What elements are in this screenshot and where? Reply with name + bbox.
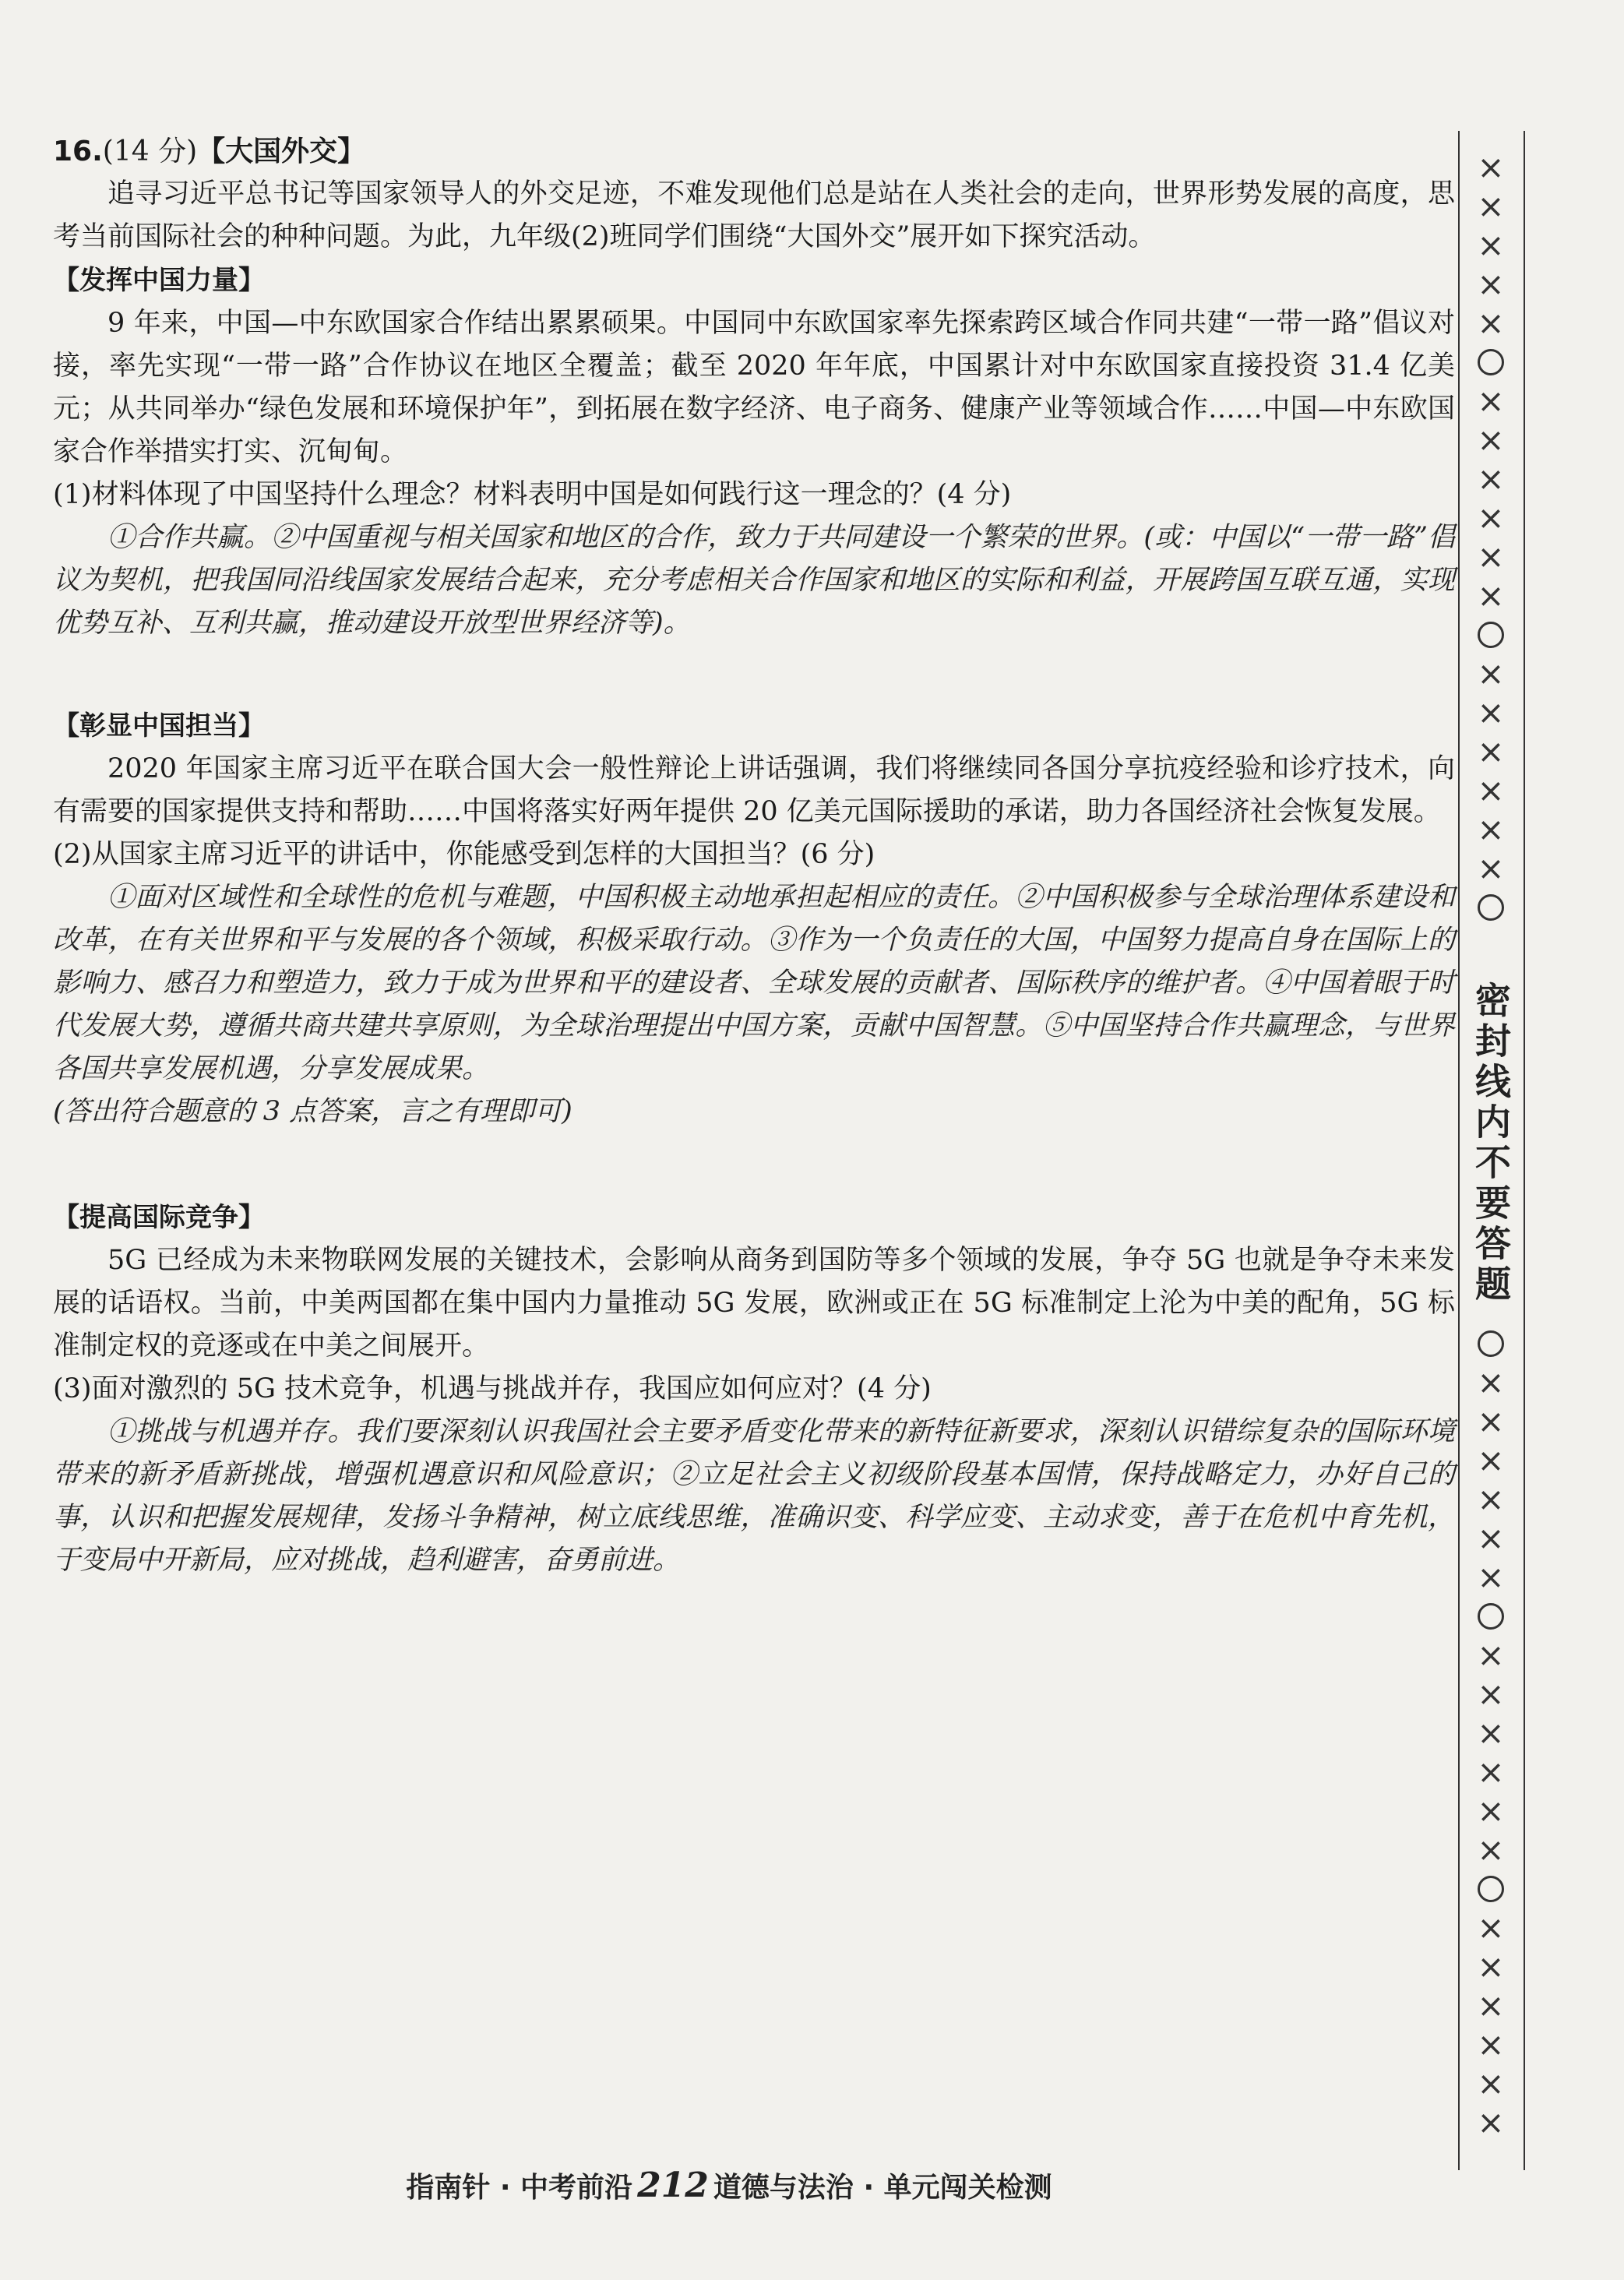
section-title-2: 【彰显中国担当】	[53, 710, 265, 742]
section-material-2: 2020 年国家主席习近平在联合国大会一般性辩论上讲话强调，我们将继续同各国分享抗疫经验和诊疗技术，向有需要的国家提供支持和帮助……中国将落实好两年提供 20 亿美元国际援助的承诺，助力各国经济社会恢复发展。	[53, 753, 1455, 827]
seal-cross-mark: ×	[1477, 460, 1505, 498]
question-score: (14 分)	[102, 136, 198, 167]
seal-marks-top	[1461, 148, 1520, 927]
circle-icon	[1478, 1603, 1504, 1630]
seal-cross-mark: ×	[1477, 2103, 1505, 2141]
section-material-3: 5G 已经成为未来物联网发展的关键技术，会影响从商务到国防等多个领域的发展，争夺 5G 也就是争夺未来发展的话语权。当前，中美两国都在集中国内力量推动 5G 发展，欧洲或正在 5G 标准制定上沦为中美的配角，5G 标准制定权的竞逐或在中美之间展开。	[53, 1245, 1455, 1362]
answer-1: ①合作共赢。②中国重视与相关国家和地区的合作，致力于共同建设一个繁荣的世界。(或：中国以“一带一路”倡议为契机，把我国同沿线国家发展结合起来，充分考虑相关合作国家和地区的实际和利益，开展跨国互联互通，实现优势互补、互利共赢，推动建设开放型世界经济等)。	[53, 522, 1455, 639]
seal-cross-mark: ×	[1477, 1402, 1505, 1440]
seal-cross-mark: ×	[1477, 1986, 1505, 2025]
seal-circle-mark	[1473, 617, 1509, 653]
seal-cross-mark: ×	[1477, 1363, 1505, 1401]
seal-cross-mark: ×	[1477, 654, 1505, 692]
section-title-1: 【发挥中国力量】	[53, 265, 265, 296]
seal-circle-mark	[1473, 1871, 1509, 1907]
seal-cross-mark: ×	[1477, 771, 1505, 809]
footer-right: 道德与法治 · 单元闯关检测	[713, 2172, 1052, 2204]
seal-cross-mark: ×	[1477, 1831, 1505, 1869]
seal-marks-bottom	[1461, 1324, 1520, 2142]
seal-cross-mark: ×	[1477, 693, 1505, 731]
seal-cross-mark: ×	[1477, 1636, 1505, 1674]
footer-left: 指南针 · 中考前沿	[406, 2172, 633, 2204]
seal-cross-mark: ×	[1477, 2025, 1505, 2063]
page-footer	[0, 2165, 1458, 2205]
seal-cross-mark: ×	[1477, 187, 1505, 225]
answer-3: ①挑战与机遇并存。我们要深刻认识我国社会主要矛盾变化带来的新特征新要求，深刻认识错综复杂的国际环境带来的新矛盾新挑战，增强机遇意识和风险意识；②立足社会主义初级阶段基本国情，保持战略定力，办好自己的事，认识和把握发展规律，发扬斗争精神，树立底线思维，准确识变、科学应变、主动求变，善于在危机中育先机，于变局中开新局，应对挑战，趋利避害，奋勇前进。	[53, 1416, 1455, 1576]
seal-text: 密封线内不要答题	[1470, 981, 1512, 1306]
seal-cross-mark: ×	[1477, 265, 1505, 303]
question-number: 16.	[53, 136, 103, 167]
circle-icon	[1478, 894, 1504, 921]
seal-cross-mark: ×	[1477, 537, 1505, 576]
seal-cross-mark: ×	[1477, 226, 1505, 264]
section-material-1: 9 年来，中国—中东欧国家合作结出累累硕果。中国同中东欧国家率先探索跨区域合作同共建“一带一路”倡议对接，率先实现“一带一路”合作协议在地区全覆盖；截至 2020 年年底，中国累计对中东欧国家直接投资 31.4 亿美元；从共同举办“绿色发展和环境保护年”，到拓展在数字经济、电子商务、健康产业等领域合作……中国—中东欧国家合作举措实打实、沉甸甸。	[53, 308, 1455, 467]
answer-2-note: (答出符合题意的 3 点答案，言之有理即可)	[53, 1096, 572, 1127]
seal-cross-mark: ×	[1477, 849, 1505, 887]
seal-cross-mark: ×	[1477, 576, 1505, 615]
seal-cross-mark: ×	[1477, 1908, 1505, 1947]
seal-cross-mark: ×	[1477, 1675, 1505, 1713]
seal-cross-mark: ×	[1477, 1792, 1505, 1830]
seal-cross-mark: ×	[1477, 304, 1505, 342]
seal-cross-mark: ×	[1477, 1558, 1505, 1596]
seal-cross-mark: ×	[1477, 1441, 1505, 1479]
question-intro: 追寻习近平总书记等国家领导人的外交足迹，不难发现他们总是站在人类社会的走向，世界形势发展的高度，思考当前国际社会的种种问题。为此，九年级(2)班同学们围绕“大国外交”展开如下探究活动。	[53, 178, 1455, 252]
seal-cross-mark: ×	[1477, 148, 1505, 186]
seal-circle-mark	[1473, 890, 1509, 925]
circle-icon	[1478, 622, 1504, 648]
seal-cross-mark: ×	[1477, 1753, 1505, 1791]
seal-cross-mark: ×	[1477, 1947, 1505, 1986]
page-number: 212	[637, 2165, 709, 2205]
question-topic: 【大国外交】	[197, 136, 366, 167]
seal-circle-mark	[1473, 344, 1509, 380]
question-body	[53, 131, 1455, 1582]
seal-line-right	[1524, 131, 1525, 2170]
circle-icon	[1478, 349, 1504, 375]
answer-2: ①面对区域性和全球性的危机与难题，中国积极主动地承担起相应的责任。②中国积极参与全球治理体系建设和改革，在有关世界和平与发展的各个领域，积极采取行动。③作为一个负责任的大国，中国努力提高自身在国际上的影响力、感召力和塑造力，致力于成为世界和平的建设者、全球发展的贡献者、国际秩序的维护者。④中国着眼于时代发展大势，遵循共商共建共享原则，为全球治理提出中国方案，贡献中国智慧。⑤中国坚持合作共赢理念，与世界各国共享发展机遇，分享发展成果。	[53, 882, 1455, 1084]
subquestion-2: (2)从国家主席习近平的讲话中，你能感受到怎样的大国担当？(6 分)	[53, 839, 875, 870]
question-header	[53, 131, 1455, 173]
seal-cross-mark: ×	[1477, 1519, 1505, 1557]
seal-cross-mark: ×	[1477, 810, 1505, 848]
seal-cross-mark: ×	[1477, 499, 1505, 537]
seal-cross-mark: ×	[1477, 1480, 1505, 1518]
seal-circle-mark	[1473, 1598, 1509, 1634]
circle-icon	[1478, 1876, 1504, 1902]
seal-cross-mark: ×	[1477, 382, 1505, 420]
seal-circle-mark	[1473, 1326, 1509, 1362]
seal-cross-mark: ×	[1477, 732, 1505, 770]
circle-icon	[1478, 1330, 1504, 1357]
subquestion-1: (1)材料体现了中国坚持什么理念？材料表明中国是如何践行这一理念的？(4 分)	[53, 479, 1012, 510]
section-title-3: 【提高国际竞争】	[53, 1202, 265, 1233]
seal-line-left	[1458, 131, 1460, 2170]
seal-cross-mark: ×	[1477, 2064, 1505, 2102]
subquestion-3: (3)面对激烈的 5G 技术竞争，机遇与挑战并存，我国应如何应对？(4 分)	[53, 1373, 932, 1404]
seal-cross-mark: ×	[1477, 1714, 1505, 1752]
seal-cross-mark: ×	[1477, 421, 1505, 459]
